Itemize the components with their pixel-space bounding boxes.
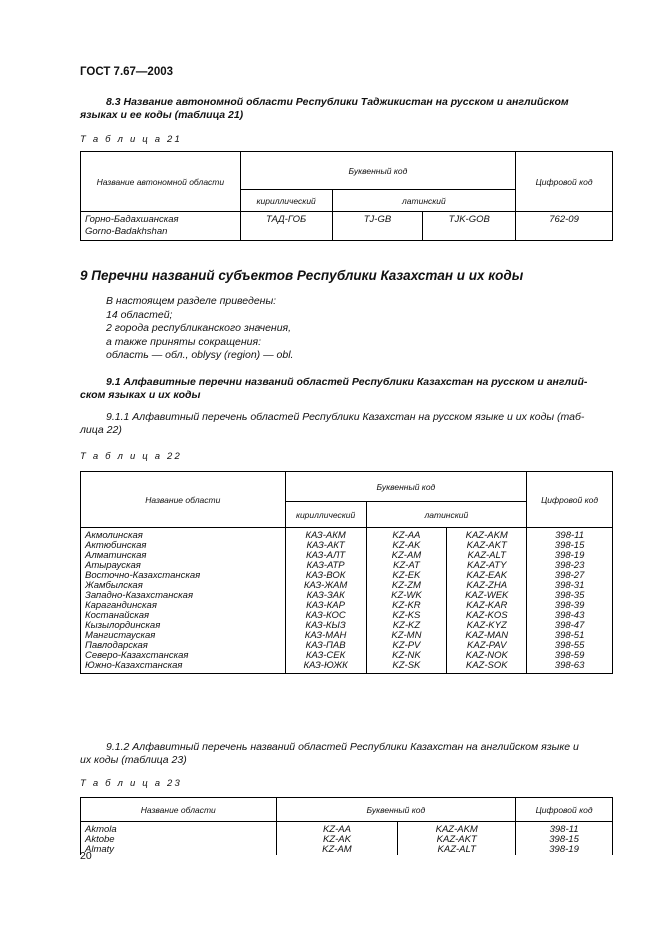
table23-cell-digit: 398-15	[549, 834, 579, 845]
section-9-1-2-line1: 9.1.2 Алфавитный перечень названий областей Республики Казахстан на английском языке и	[106, 741, 579, 753]
table22-cell-cyr: КАЗ-АКМ	[305, 530, 346, 541]
table22-col-letter: Буквенный код	[285, 472, 527, 502]
table22-cell-lat2: KZ-KR	[392, 600, 421, 611]
section-9-1-line1: 9.1 Алфавитные перечни названий областей Республики Казахстан на русском и англий-	[106, 376, 588, 388]
table22-col-name: Название области	[81, 472, 286, 528]
table22-cell-lat2: KZ-AT	[393, 560, 420, 571]
table22-cell-name: Жамбылская	[85, 580, 143, 591]
table22-cell-digit: 398-47	[554, 620, 585, 631]
table22-cell-name: Восточно-Казахстанская	[85, 570, 201, 581]
table22-cell-digit: 398-19	[554, 550, 585, 561]
table22-cell-lat3: KAZ-KOS	[465, 610, 508, 621]
table-21	[80, 151, 613, 241]
table22-lat2-column	[367, 531, 447, 671]
table23-cell-name: Almaty	[85, 844, 115, 855]
table23-lat2-column	[277, 825, 398, 855]
table22-cell-digit: 398-39	[554, 600, 585, 611]
table22-name-column	[85, 531, 285, 671]
section-9-1-2-line2: их коды (таблица 23)	[80, 754, 187, 766]
table21-row-name-ru: Горно-Бадахшанская	[85, 214, 179, 225]
table22-cell-lat3: KAZ-EAK	[466, 570, 508, 581]
table22-cell-lat2: KZ-AM	[391, 550, 422, 561]
table22-cell-lat2: KZ-AA	[392, 530, 421, 541]
table22-col-lat: латинский	[366, 502, 527, 528]
table22-cell-cyr: КАЗ-ЗАК	[306, 590, 345, 601]
table22-cell-lat2: KZ-SK	[392, 660, 421, 671]
table23-caption: Т а б л и ц а 23	[80, 778, 183, 789]
intro-line: а также приняты сокращения:	[106, 335, 262, 348]
table22-cell-lat3: KAZ-AKM	[465, 530, 508, 541]
intro-line: 14 областей;	[106, 308, 173, 321]
table22-cell-cyr: КАЗ-АТР	[306, 560, 345, 571]
table22-cell-cyr: КАЗ-ЖАМ	[303, 580, 348, 591]
section-9-title: 9 Перечни названий субъектов Республики Казахстан и их коды	[80, 268, 524, 283]
table22-cell-name: Кызылординская	[85, 620, 161, 631]
table23-cell-lat3: KAZ-ALT	[437, 844, 476, 855]
table22-cell-lat3: KAZ-ATY	[467, 560, 507, 571]
table21-col-cyr: кириллический	[240, 190, 332, 212]
table22-cell-name: Акмолинская	[85, 530, 143, 541]
section-9-1-1-line1: 9.1.1 Алфавитный перечень областей Республики Казахстан на русском языке и их коды (таб-	[106, 411, 585, 423]
table21-caption: Т а б л и ц а 21	[80, 134, 183, 145]
table22-cell-cyr: КАЗ-СЕК	[305, 650, 346, 661]
table-23	[80, 797, 613, 855]
table23-cell-digit: 398-11	[549, 824, 579, 835]
table22-cell-name: Южно-Казахстанская	[85, 660, 183, 671]
table22-cell-name: Западно-Казахстанская	[85, 590, 194, 601]
section-8-3-title-line1: 8.3 Название автономной области Республики Таджикистан на русском и английском	[106, 96, 569, 108]
table21-row-lat3: TJK-GOB	[423, 212, 516, 241]
table22-cell-lat3: KAZ-SOK	[465, 660, 508, 671]
table23-col-digit: Цифровой код	[516, 798, 613, 822]
section-9-1-1-line2: лица 22)	[80, 424, 122, 436]
table22-cell-cyr: КАЗ-ВОК	[305, 570, 346, 581]
table22-cell-cyr: КАЗ-ПАВ	[305, 640, 346, 651]
table22-cell-lat3: KAZ-AKT	[466, 540, 507, 551]
table22-cell-digit: 398-55	[554, 640, 585, 651]
section-9-1-line2: ском языках и их коды	[80, 389, 201, 401]
table22-cell-name: Костанайская	[85, 610, 150, 621]
table22-cell-cyr: КАЗ-КАР	[306, 600, 345, 611]
table21-row-cyr: ТАД-ГОБ	[240, 212, 332, 241]
table22-cell-name: Мангистауская	[85, 630, 156, 641]
table22-col-cyr: кириллический	[285, 502, 366, 528]
document-header: ГОСТ 7.67—2003	[80, 66, 174, 78]
table22-caption: Т а б л и ц а 22	[80, 451, 183, 462]
table22-digit-column	[527, 531, 612, 671]
table22-cell-cyr: КАЗ-КЫЗ	[305, 620, 346, 631]
table22-cell-name: Павлодарская	[85, 640, 148, 651]
table23-cell-lat3: KAZ-AKM	[435, 824, 478, 835]
table23-cell-digit: 398-19	[549, 844, 579, 855]
table21-row-digit: 762-09	[516, 212, 613, 241]
table22-cell-lat2: KZ-EK	[392, 570, 421, 581]
table22-cell-lat2: KZ-PV	[392, 640, 421, 651]
intro-line: область — обл., oblysy (region) — obl.	[106, 349, 294, 362]
table21-col-letter: Буквенный код	[240, 152, 515, 190]
table22-cell-digit: 398-51	[554, 630, 585, 641]
table22-cell-cyr: КАЗ-АКТ	[306, 540, 345, 551]
table23-cell-name: Akmola	[85, 824, 117, 835]
intro-line: 2 города республиканского значения,	[106, 322, 292, 335]
table22-cell-lat3: KAZ-ZHA	[466, 580, 508, 591]
table22-cell-lat3: KAZ-WEK	[465, 590, 509, 601]
intro-line: В настоящем разделе приведены:	[106, 295, 277, 307]
table22-cell-digit: 398-31	[554, 580, 585, 591]
table23-cell-name: Aktobe	[85, 834, 115, 845]
table22-cell-lat2: KZ-AK	[392, 540, 421, 551]
table22-cell-lat3: KAZ-PAV	[467, 640, 507, 651]
table22-cell-lat2: KZ-KZ	[392, 620, 421, 631]
table23-cell-lat2: KZ-AA	[322, 824, 351, 835]
table22-col-digit: Цифровой код	[527, 472, 613, 528]
table22-cell-cyr: КАЗ-КОС	[305, 610, 346, 621]
table21-col-lat: латинский	[332, 190, 516, 212]
table22-cell-digit: 398-43	[554, 610, 585, 621]
table21-col-name: Название автономной области	[81, 152, 241, 212]
table22-cell-digit: 398-11	[555, 530, 585, 541]
table23-digit-column	[516, 825, 612, 855]
page-number: 20	[80, 850, 92, 862]
table23-cell-lat2: KZ-AK	[322, 834, 351, 845]
table22-cell-lat2: KZ-ZM	[391, 580, 421, 591]
table22-cell-digit: 398-23	[554, 560, 585, 571]
table22-cell-digit: 398-27	[554, 570, 585, 581]
section-9-intro	[106, 295, 293, 363]
table22-cell-lat2: KZ-NK	[392, 650, 421, 661]
table-22	[80, 471, 613, 674]
table22-cell-lat3: KAZ-ALT	[467, 550, 506, 561]
table23-cell-lat3: KAZ-AKT	[436, 834, 477, 845]
table23-col-letter: Буквенный код	[276, 798, 516, 822]
table22-cell-lat3: KAZ-KAR	[466, 600, 508, 611]
table22-cell-lat3: KAZ-MAN	[465, 630, 509, 641]
table22-cell-lat3: KAZ-KYZ	[466, 620, 507, 631]
table22-cell-name: Северо-Казахстанская	[85, 650, 189, 661]
table22-cell-cyr: КАЗ-АЛТ	[305, 550, 346, 561]
table22-cell-name: Алматинская	[85, 550, 147, 561]
table22-cell-lat2: KZ-MN	[391, 630, 422, 641]
table21-row-lat2: TJ-GB	[332, 212, 423, 241]
table22-cell-lat2: KZ-WK	[391, 590, 422, 601]
table21-row-name-en: Gorno-Badakhshan	[85, 225, 168, 237]
section-8-3-title-line2: языках и ее коды (таблица 21)	[80, 109, 244, 121]
table22-cell-name: Карагандинская	[85, 600, 157, 611]
table22-cyr-column	[286, 531, 366, 671]
table22-cell-digit: 398-15	[554, 540, 585, 551]
table22-lat3-column	[447, 531, 526, 671]
table23-lat3-column	[398, 825, 515, 855]
table22-cell-name: Актюбинская	[85, 540, 147, 551]
table23-cell-lat2: KZ-AM	[322, 844, 352, 855]
table-row	[81, 212, 613, 241]
table21-col-digit: Цифровой код	[516, 152, 613, 212]
table22-cell-cyr: КАЗ-МАН	[304, 630, 347, 641]
table22-cell-digit: 398-63	[554, 660, 585, 671]
table22-cell-digit: 398-59	[554, 650, 585, 661]
table22-cell-digit: 398-35	[554, 590, 585, 601]
table22-cell-lat3: KAZ-NOK	[465, 650, 508, 661]
table23-col-name: Название области	[81, 798, 277, 822]
table22-cell-name: Атырауская	[85, 560, 141, 571]
table23-name-column	[85, 825, 276, 855]
table22-cell-lat2: KZ-KS	[392, 610, 421, 621]
table22-cell-cyr: КАЗ-ЮЖК	[303, 660, 348, 671]
